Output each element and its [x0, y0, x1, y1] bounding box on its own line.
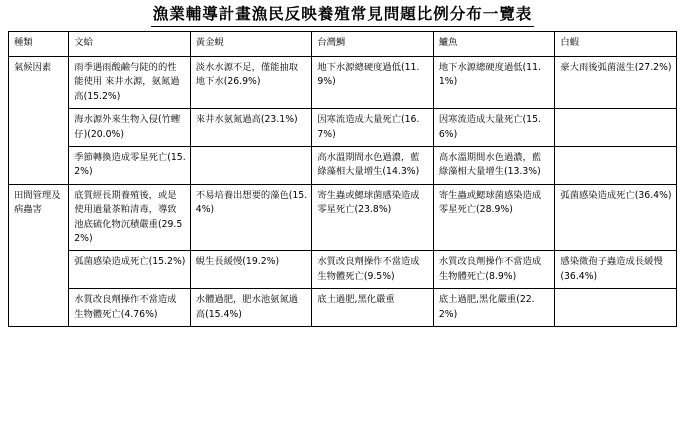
table-header — [9, 32, 677, 57]
table-cell: 底土過肥,黑化嚴重(22.2%) — [433, 289, 555, 327]
column-header-clam: 文蛤 — [69, 32, 191, 57]
table-cell: 水體過肥，肥水池氨氮過高(15.4%) — [190, 289, 312, 327]
table-cell: 雨季遇雨酸鹼勻陡的的性能使用 來井水源，氨氮過高(15.2%) — [69, 57, 191, 109]
table-cell: 季節轉換造成零星死亡(15.2%) — [69, 147, 191, 185]
column-header-category: 種類 — [9, 32, 69, 57]
row-group-label-management: 田間管理及病蟲害 — [9, 184, 69, 326]
table-cell: 水質改良劑操作不當造成生物體死亡(4.76%) — [69, 289, 191, 327]
table-cell: 感染微孢子蟲造成長緩慢(36.4%) — [555, 251, 677, 289]
table-cell: 因寒流造成大量死亡(16.7%) — [312, 109, 434, 147]
table-cell: 不易培養出想要的藻色(15.4%) — [190, 184, 312, 251]
table-row — [9, 289, 677, 327]
table-cell: 弧菌感染造成死亡(36.4%) — [555, 184, 677, 251]
table-cell: 地下水源總硬度過低(11.9%) — [312, 57, 434, 109]
table-body — [9, 57, 677, 327]
table-row — [9, 109, 677, 147]
table-cell: 高水溫期間水色過濃，藍綠藻相大量增生(14.3%) — [312, 147, 434, 185]
table-row — [9, 57, 677, 109]
table-cell: 水質改良劑操作不當造成生物體死亡(8.9%) — [433, 251, 555, 289]
table-cell: 底質經長期養殖後，或是使用過量茶粕清毒，導致池底硫化物沉積嚴重(29.52%) — [69, 184, 191, 251]
table-cell: 淡水水源不足，僅能抽取地下水(26.9%) — [190, 57, 312, 109]
column-header-golden-clam: 黃金蜆 — [190, 32, 312, 57]
table-cell — [555, 289, 677, 327]
table-row — [9, 147, 677, 185]
table-row — [9, 251, 677, 289]
survey-table — [8, 31, 677, 327]
table-cell: 寄生蟲或鰓球菌感染造成零星死亡(28.9%) — [433, 184, 555, 251]
table-cell: 豪大雨後弧菌滋生(27.2%) — [555, 57, 677, 109]
table-cell: 來井水氨氮過高(23.1%) — [190, 109, 312, 147]
table-cell: 地下水源總硬度過低(11.1%) — [433, 57, 555, 109]
row-group-label-climate: 氣候因素 — [9, 57, 69, 185]
table-cell: 寄生蟲或鰓球菌感染造成零星死亡(23.8%) — [312, 184, 434, 251]
table-cell: 蜆生長緩慢(19.2%) — [190, 251, 312, 289]
column-header-white-shrimp: 白蝦 — [555, 32, 677, 57]
page-title-wrap — [0, 4, 685, 27]
table-cell: 高水溫期間水色過濃，藍綠藻相大量增生(13.3%) — [433, 147, 555, 185]
column-header-seabass: 鱸魚 — [433, 32, 555, 57]
table-cell: 海水源外來生物入侵(竹蟶仔)(20.0%) — [69, 109, 191, 147]
table-cell: 水質改良劑操作不當造成生物體死亡(9.5%) — [312, 251, 434, 289]
table-cell: 弧菌感染造成死亡(15.2%) — [69, 251, 191, 289]
table-row — [9, 184, 677, 251]
table-cell: 底土過肥,黑化嚴重 — [312, 289, 434, 327]
table-cell: 因寒流造成大量死亡(15.6%) — [433, 109, 555, 147]
table-header-row — [9, 32, 677, 57]
page-title: 漁業輔導計畫漁民反映養殖常見問題比例分布一覽表 — [151, 5, 535, 27]
table-cell — [555, 109, 677, 147]
table-cell — [555, 147, 677, 185]
table-cell — [190, 147, 312, 185]
column-header-tilapia: 台灣鯛 — [312, 32, 434, 57]
